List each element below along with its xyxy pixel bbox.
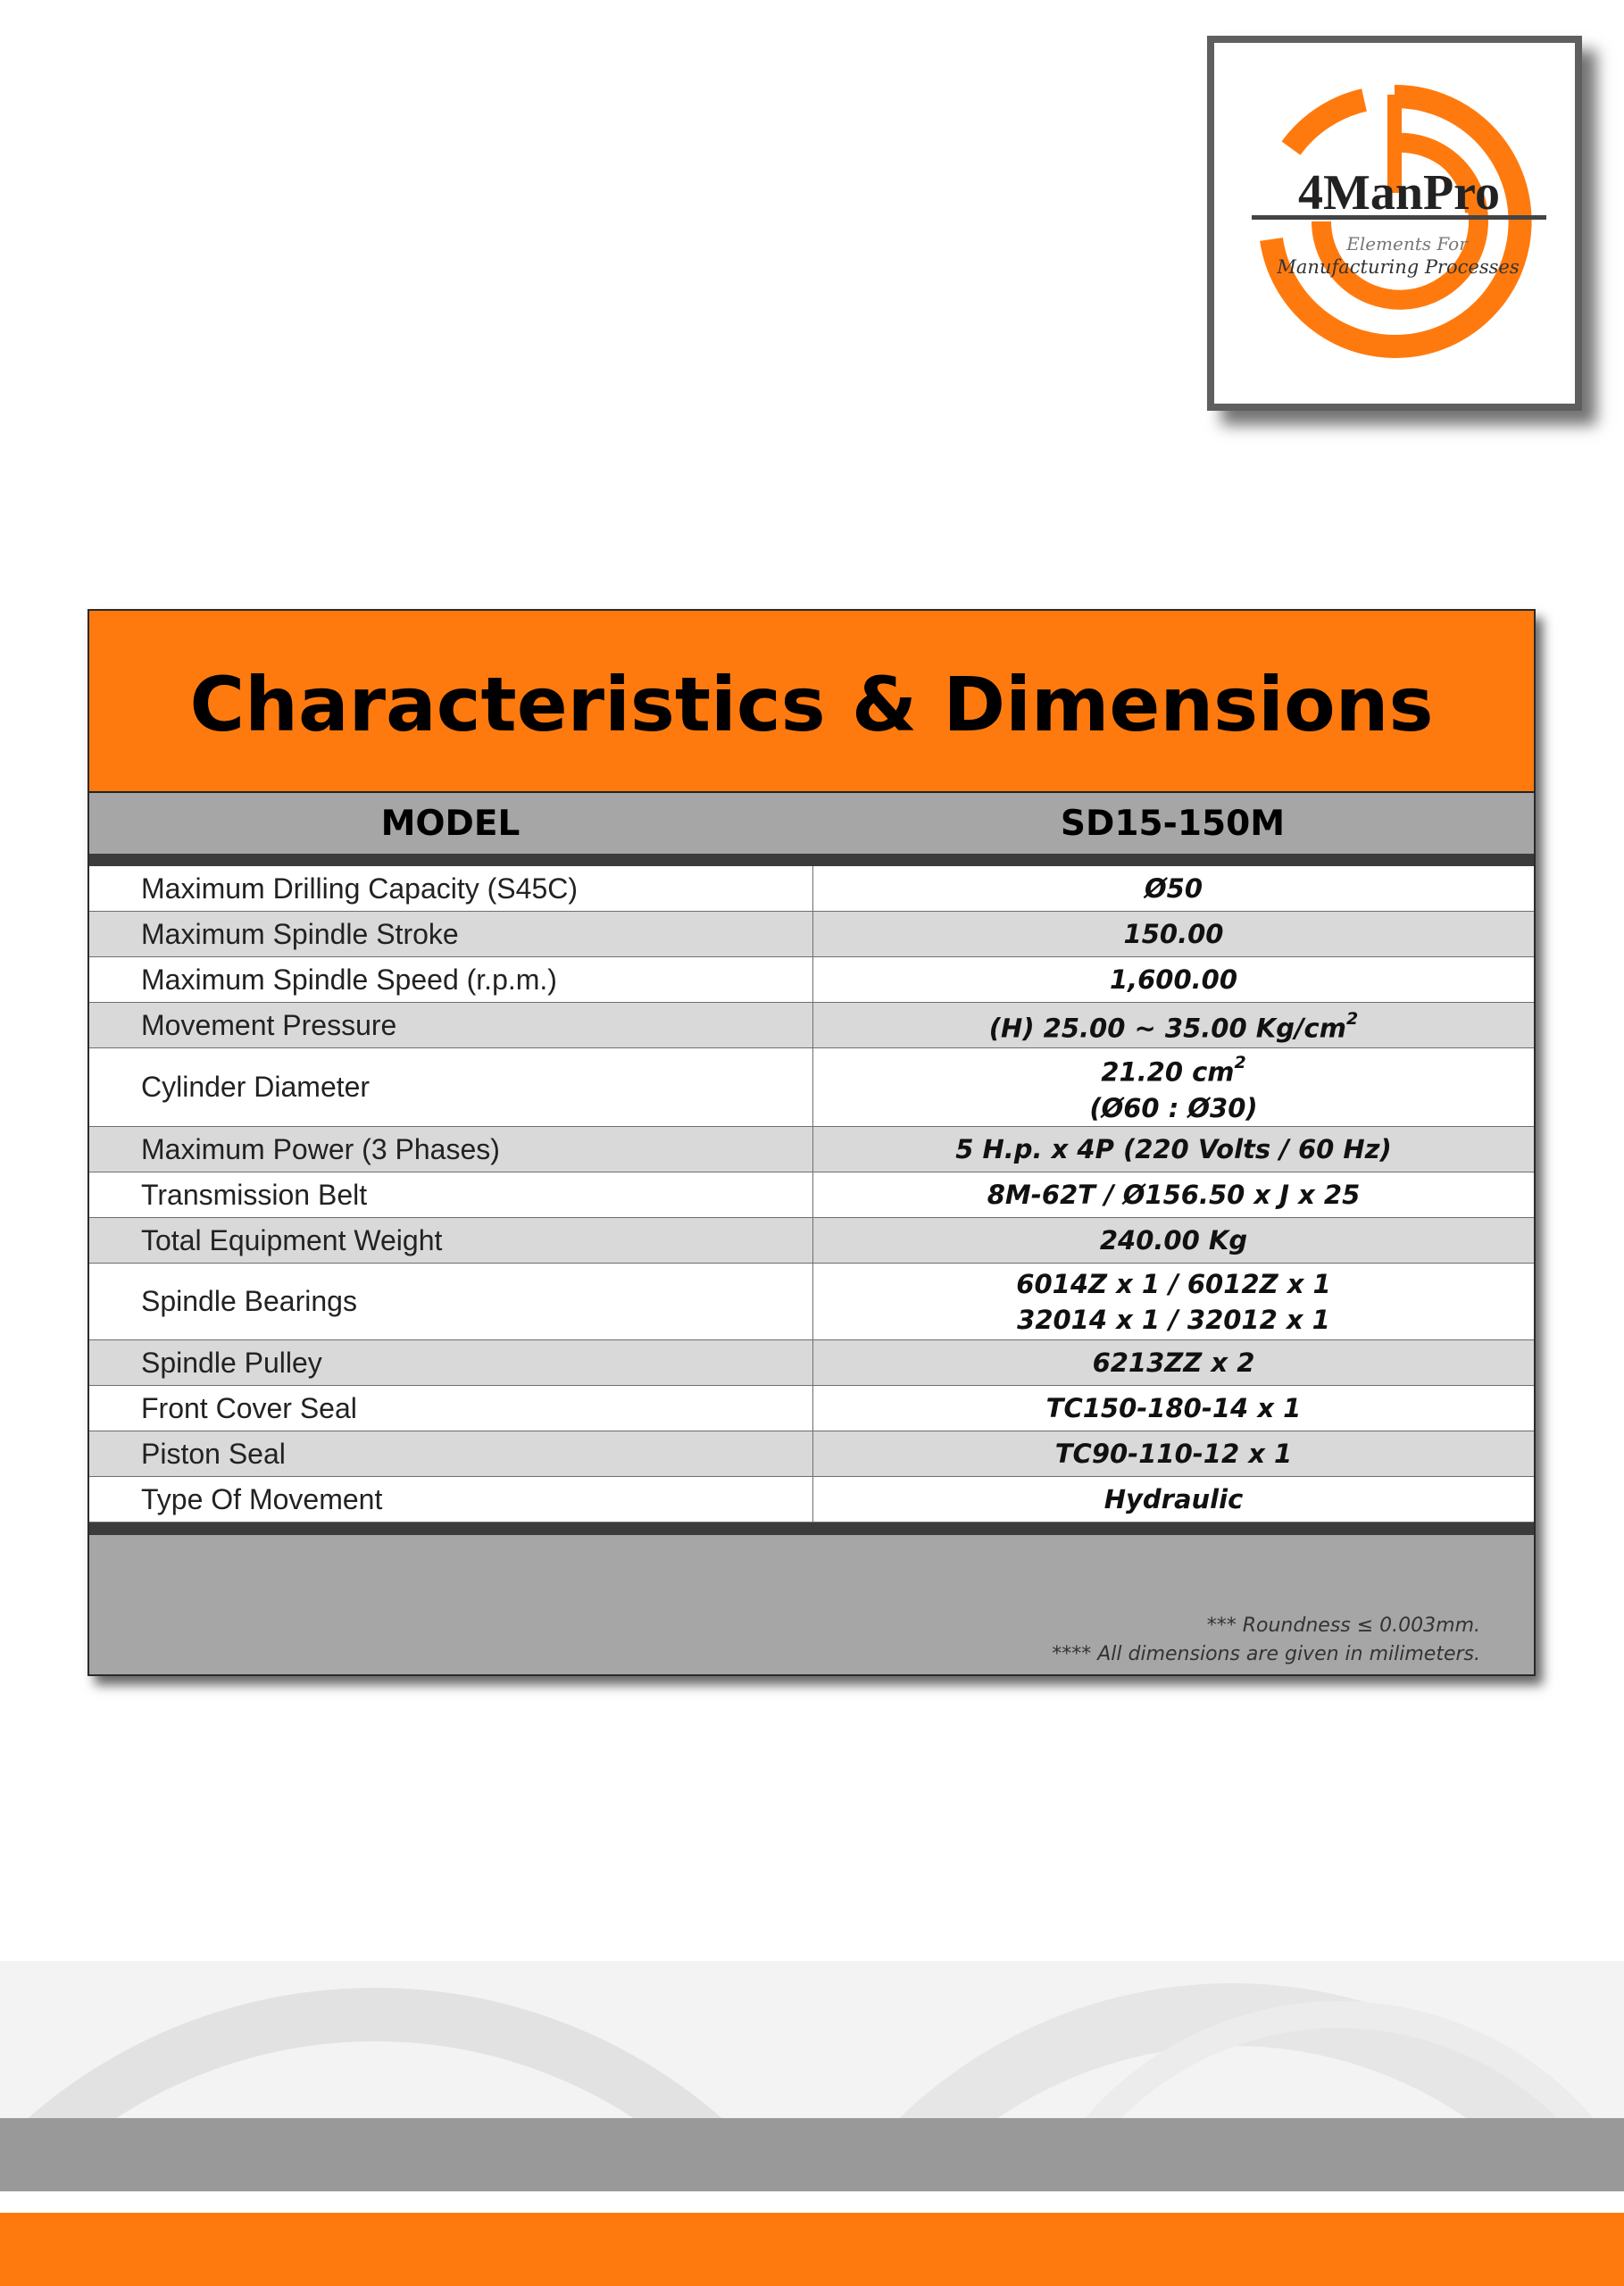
spec-value-text: TC90-110-12 x 1 [1054, 1439, 1293, 1469]
spec-value-text: 240.00 Kg [1099, 1225, 1248, 1256]
table-row [89, 1048, 1534, 1127]
table-row [89, 1218, 1534, 1264]
footnote-units: **** All dimensions are given in milimeters. [1052, 1643, 1480, 1665]
spec-value-text: 5 H.p. x 4P (220 Volts / 60 Hz) [955, 1134, 1392, 1164]
spec-label: Spindle Bearings [89, 1264, 813, 1339]
logo-tagline-line2: Manufacturing Processes [1277, 256, 1520, 278]
title-band [89, 611, 1534, 793]
spec-value [813, 1172, 1534, 1217]
spec-label: Maximum Power (3 Phases) [89, 1127, 813, 1172]
spec-value-text: Ø50 [1144, 873, 1203, 904]
spec-value-line2: (Ø60 : Ø30) [1089, 1092, 1258, 1123]
table-row [89, 1340, 1534, 1386]
spec-label: Transmission Belt [89, 1172, 813, 1217]
table-row [89, 912, 1534, 957]
model-header-label: MODEL [380, 803, 521, 844]
logo-brand-text: 4ManPro [1297, 165, 1501, 221]
footer-decoration [0, 1961, 1624, 2286]
spec-value [813, 866, 1534, 911]
logo-tagline-line1: Elements For [1346, 233, 1468, 254]
model-header-row [89, 793, 1534, 854]
company-logo [1207, 36, 1582, 411]
spec-label: Total Equipment Weight [89, 1218, 813, 1263]
table-row [89, 957, 1534, 1003]
table-row [89, 1264, 1534, 1340]
spec-value [813, 1264, 1534, 1339]
spec-value [813, 1127, 1534, 1172]
spec-value [813, 1340, 1534, 1385]
footer-orange-band [0, 2213, 1624, 2286]
footer-gray-band [0, 2118, 1624, 2191]
spec-value-text: TC150-180-14 x 1 [1045, 1393, 1302, 1423]
spec-value [813, 1048, 1534, 1126]
table-row [89, 1127, 1534, 1172]
spec-value-text: 8M-62T / Ø156.50 x J x 25 [987, 1180, 1361, 1210]
spec-value-text: 6213ZZ x 2 [1092, 1347, 1255, 1378]
spec-table [89, 866, 1534, 1523]
spec-sheet [87, 609, 1536, 1676]
table-row [89, 1477, 1534, 1523]
spec-label: Cylinder Diameter [89, 1048, 813, 1126]
superscript: 2 [1345, 1008, 1359, 1029]
spec-label: Piston Seal [89, 1431, 813, 1476]
spec-label: Movement Pressure [89, 1003, 813, 1047]
spec-value-text: 6014Z x 1 / 6012Z x 1 [1016, 1268, 1331, 1299]
footnotes [1052, 1612, 1480, 1669]
spec-value-text: 21.20 $cm^2$ [1101, 1053, 1246, 1088]
footnote-roundness: *** Roundness ≤ 0.003mm. [1206, 1614, 1480, 1637]
spec-value-line2: 32014 x 1 / 32012 x 1 [1017, 1304, 1330, 1335]
superscript: 2 [1234, 1053, 1246, 1073]
table-row [89, 1386, 1534, 1431]
spec-value-text: (H) 25.00 ~ 35.00 $Kg/cm^2$ [988, 1008, 1359, 1044]
spec-value [813, 1386, 1534, 1431]
spec-value [813, 1218, 1534, 1263]
spec-label: Maximum Spindle Stroke [89, 912, 813, 956]
table-row [89, 1431, 1534, 1477]
notes-block [89, 1535, 1534, 1671]
spec-value [813, 957, 1534, 1002]
spec-value [813, 912, 1534, 956]
divider [89, 1523, 1534, 1535]
spec-label: Front Cover Seal [89, 1386, 813, 1431]
logo-emblem-icon [1214, 43, 1575, 404]
spec-value [813, 1003, 1534, 1047]
spec-label: Type Of Movement [89, 1477, 813, 1522]
table-row [89, 1172, 1534, 1218]
table-row [89, 1003, 1534, 1048]
spec-value-text: 150.00 [1123, 919, 1224, 949]
spec-label: Spindle Pulley [89, 1340, 813, 1385]
spec-value-text: Hydraulic [1103, 1484, 1244, 1514]
spec-value [813, 1477, 1534, 1522]
spec-value-text: 1,600.00 [1109, 964, 1238, 995]
divider [89, 854, 1534, 866]
spec-value [813, 1431, 1534, 1476]
table-row [89, 866, 1534, 912]
spec-label: Maximum Spindle Speed (r.p.m.) [89, 957, 813, 1002]
sheet-title: Characteristics & Dimensions [189, 661, 1434, 748]
model-value: SD15-150M [1060, 803, 1286, 844]
spec-label: Maximum Drilling Capacity (S45C) [89, 866, 813, 911]
